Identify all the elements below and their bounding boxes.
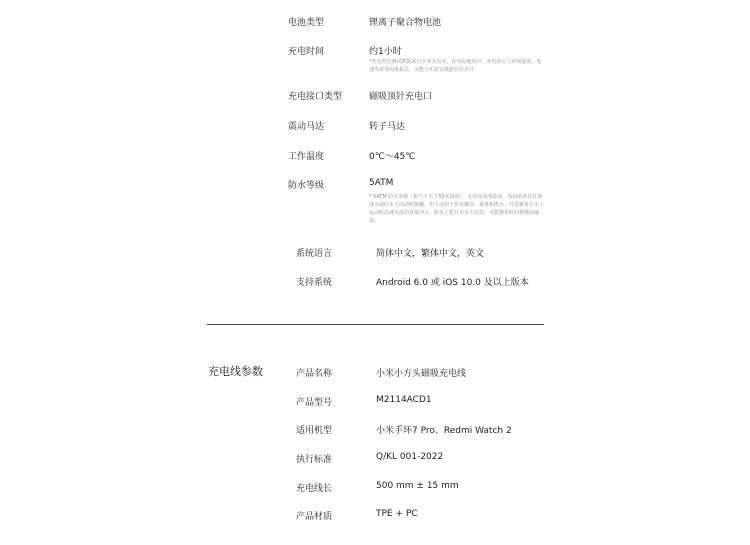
cable-value-material: TPE + PC bbox=[376, 509, 418, 519]
spec-value-operating-temp: 0℃～45℃ bbox=[369, 152, 416, 162]
spec-label-charge-time: 充电时间 bbox=[288, 47, 325, 57]
cable-label-product-name: 产品名称 bbox=[296, 369, 333, 379]
cable-label-standard: 执行标准 bbox=[296, 455, 333, 465]
cable-label-material: 产品材质 bbox=[296, 512, 333, 522]
cable-label-compatible-models: 适用机型 bbox=[296, 426, 333, 436]
spec-value-charge-port: 磁吸顶针充电口 bbox=[369, 92, 433, 102]
spec-label-supported-os: 支持系统 bbox=[296, 278, 333, 288]
spec-value-charge-time: 约1小时 bbox=[369, 47, 402, 57]
spec-note-water-resistance: * 5ATM 防水等级（相当于水下50米深度），支持在泳池游泳、浅海游泳及其他浅水域的水上活动时佩戴。但不适用于热水淋浴、桑拿和潜水，并需避免在水上运动时高速水流的直接冲击；防水之能并非永久有效，可能随着时间推移而减弱。 bbox=[369, 194, 545, 224]
cable-value-standard: Q/KL 001-2022 bbox=[376, 452, 444, 462]
section-title: 充电线参数 bbox=[208, 365, 263, 378]
spec-note-charge-time: *充电时长测试数据来自小米实验室，在实际使用中，充电时长与环境温度、电池寿命等因素相关，可能与实验室数据有所差异。 bbox=[369, 59, 542, 73]
cable-label-length: 充电线长 bbox=[296, 484, 333, 494]
spec-label-system-language: 系统语言 bbox=[296, 249, 333, 259]
cable-label-model: 产品型号 bbox=[296, 398, 333, 408]
spec-label-water-resistance: 防水等级 bbox=[288, 181, 325, 191]
cable-value-product-name: 小米小方头磁吸充电线 bbox=[376, 369, 467, 379]
cable-value-length: 500 mm ± 15 mm bbox=[376, 481, 459, 491]
cable-value-model: M2114ACD1 bbox=[376, 395, 432, 405]
section-divider bbox=[207, 324, 544, 325]
spec-value-system-language: 简体中文，繁体中文，英文 bbox=[376, 249, 485, 259]
spec-value-vibration-motor: 转子马达 bbox=[369, 122, 406, 132]
spec-label-battery-type: 电池类型 bbox=[288, 18, 325, 28]
cable-value-compatible-models: 小米手环7 Pro、Redmi Watch 2 bbox=[376, 426, 512, 436]
spec-value-battery-type: 锂离子聚合物电池 bbox=[369, 18, 442, 28]
spec-label-vibration-motor: 震动马达 bbox=[288, 122, 325, 132]
spec-value-supported-os: Android 6.0 或 iOS 10.0 及以上版本 bbox=[376, 278, 529, 288]
spec-label-charge-port: 充电接口类型 bbox=[288, 92, 343, 102]
spec-value-water-resistance: 5ATM bbox=[369, 178, 394, 188]
spec-label-operating-temp: 工作温度 bbox=[288, 152, 325, 162]
